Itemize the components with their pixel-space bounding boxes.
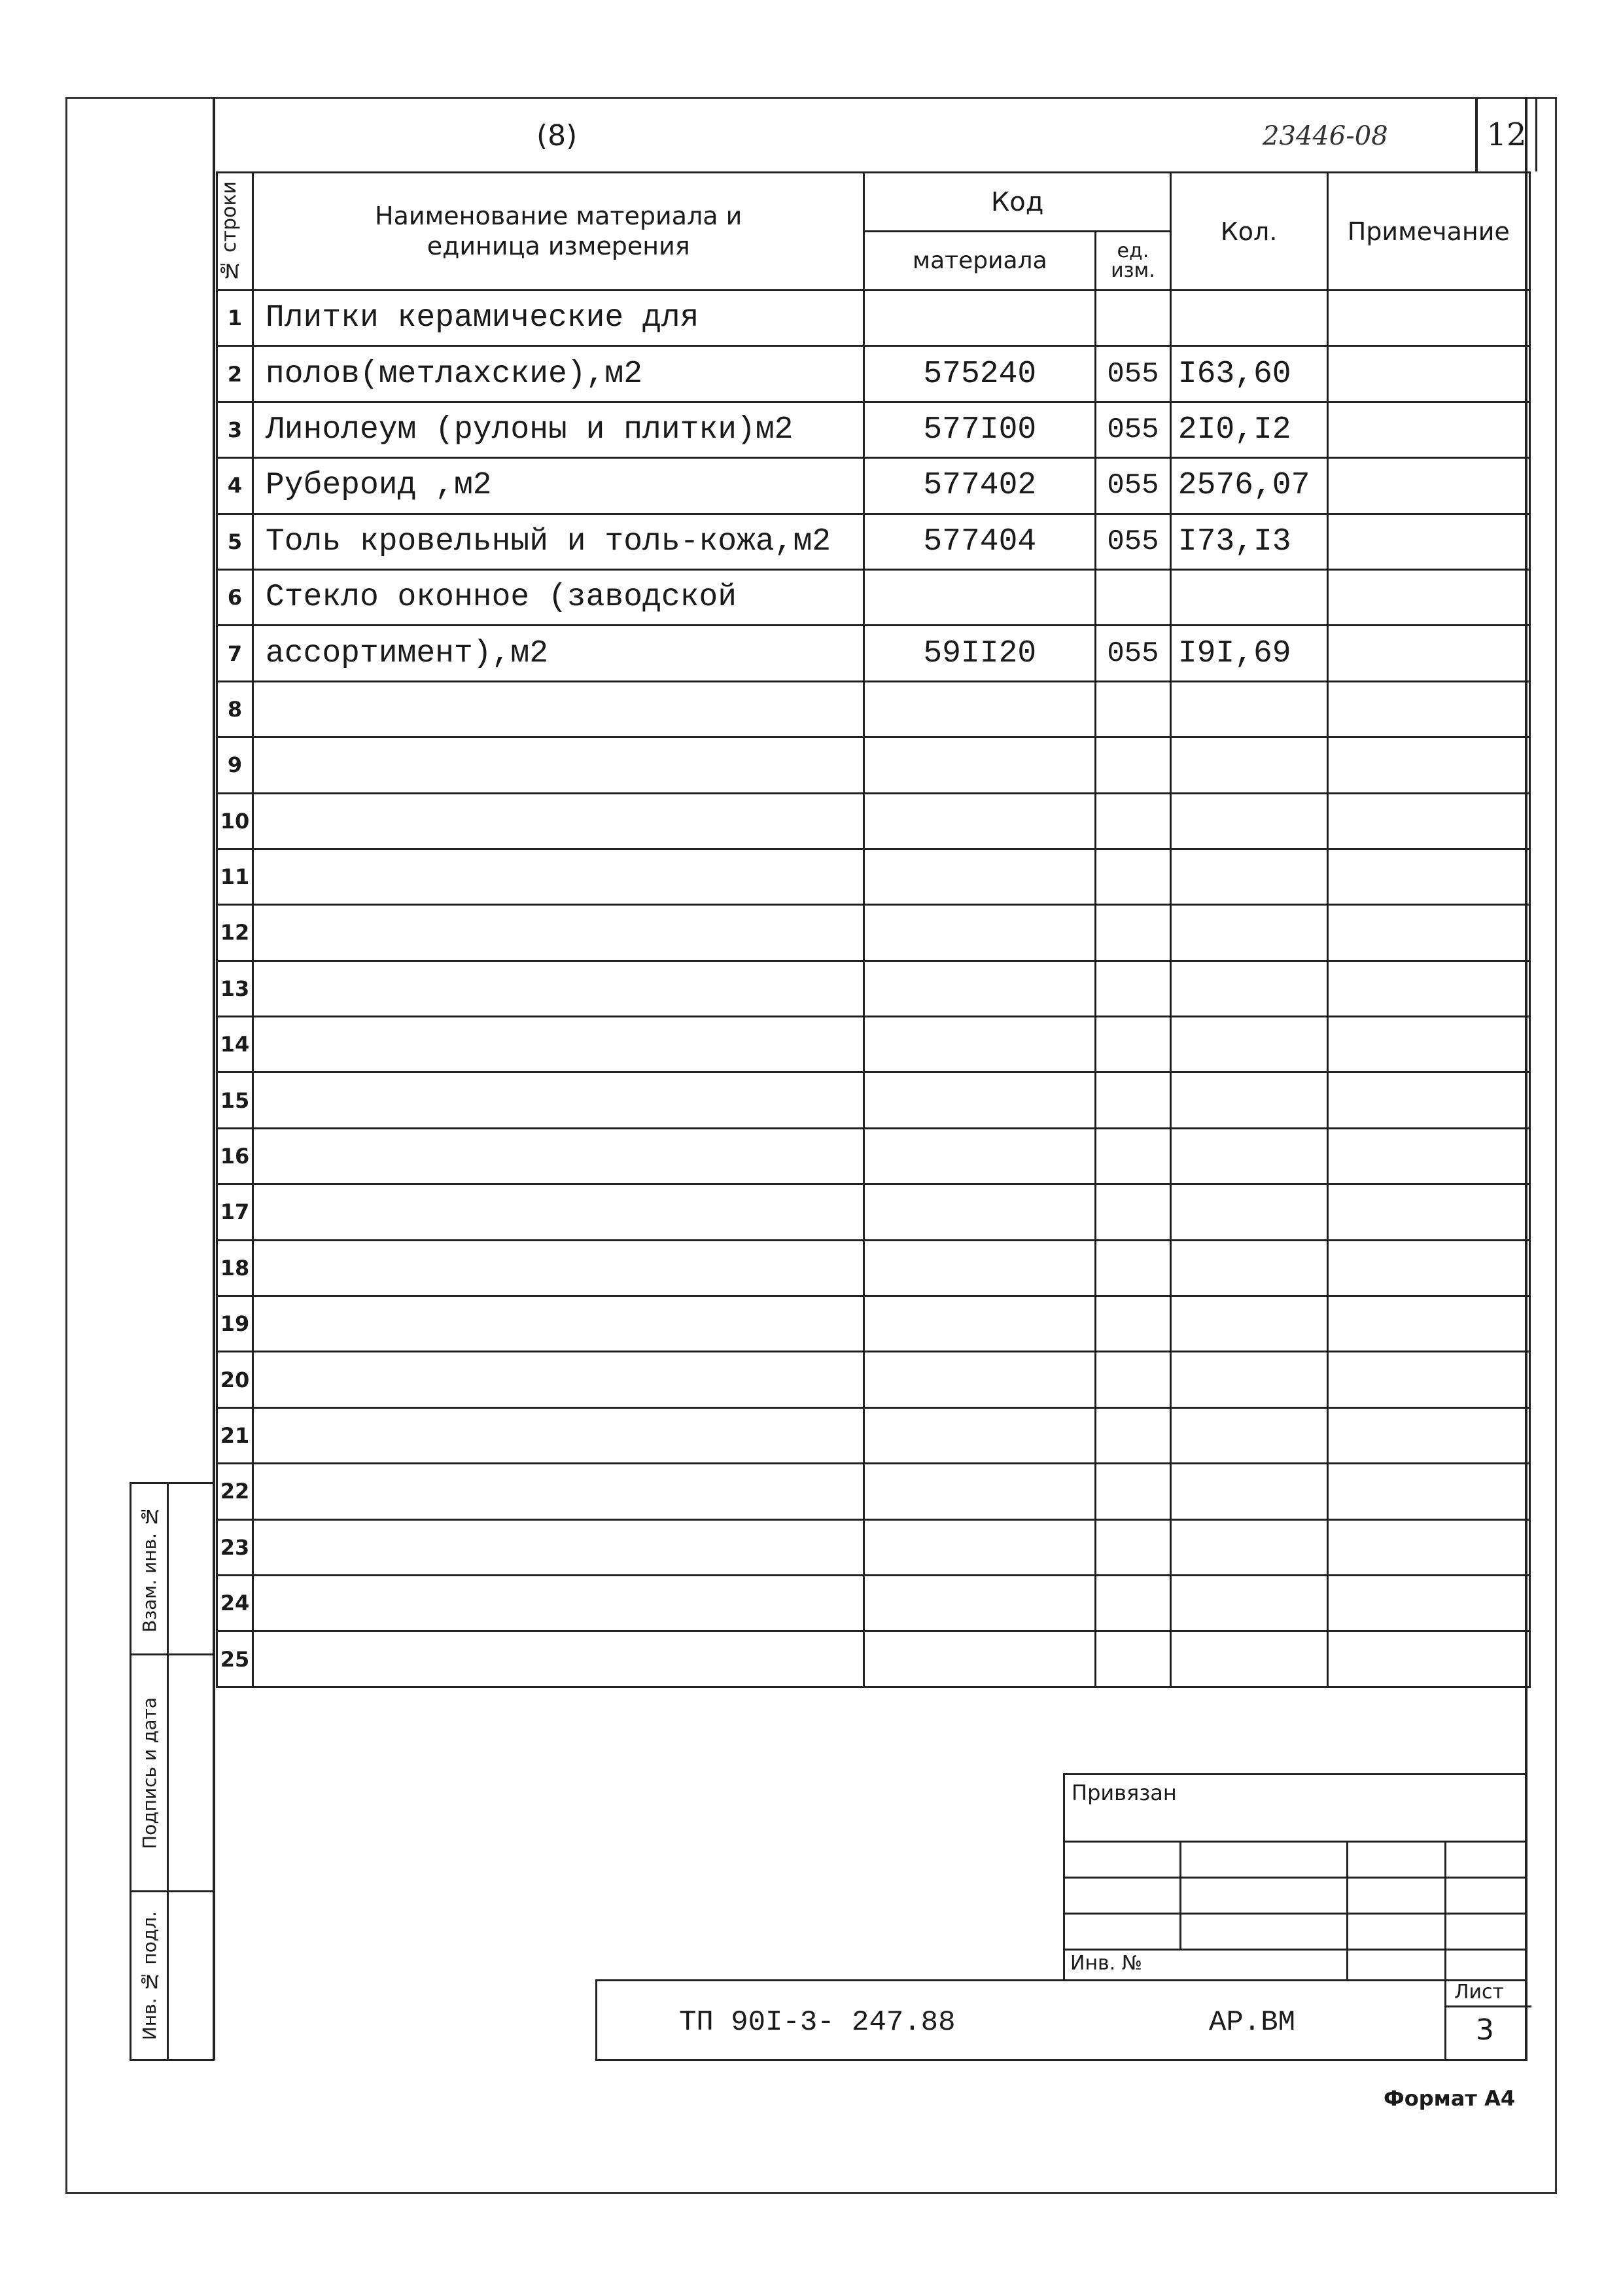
note — [1327, 905, 1529, 961]
table-row — [217, 291, 1530, 346]
material-name — [253, 681, 864, 737]
sheet-label: Лист — [1454, 1981, 1505, 2004]
unit-code — [1096, 569, 1171, 625]
page-number-box — [1475, 98, 1537, 171]
table-row — [217, 402, 1530, 457]
note — [1327, 1072, 1529, 1128]
note — [1327, 346, 1529, 402]
note — [1327, 681, 1529, 737]
table-row — [217, 346, 1530, 402]
note — [1327, 458, 1529, 514]
row-number: 4 — [217, 458, 253, 514]
material-code: 59II20 — [864, 626, 1096, 681]
note — [1327, 1407, 1529, 1463]
material-code — [864, 1128, 1096, 1184]
unit-code — [1096, 291, 1171, 346]
table-row — [217, 793, 1530, 849]
quantity — [1170, 1240, 1327, 1296]
note — [1327, 1296, 1529, 1352]
row-number: 16 — [217, 1128, 253, 1184]
material-code — [864, 905, 1096, 961]
unit-code — [1096, 905, 1171, 961]
sheet-box-divider — [1446, 2005, 1531, 2007]
quantity — [1170, 737, 1327, 793]
row-number: 24 — [217, 1575, 253, 1631]
note — [1327, 1352, 1529, 1407]
unit-code — [1096, 1352, 1171, 1407]
material-name — [253, 1464, 864, 1519]
section-code: АР.ВМ — [1209, 2006, 1296, 2039]
row-number: 15 — [217, 1072, 253, 1128]
quantity — [1170, 1352, 1327, 1407]
note — [1327, 1464, 1529, 1519]
note — [1327, 291, 1529, 346]
row-number: 11 — [217, 849, 253, 904]
material-name: Стекло оконное (заводской — [253, 569, 864, 625]
material-code — [864, 681, 1096, 737]
material-name — [253, 737, 864, 793]
material-name: ассортимент),м2 — [253, 626, 864, 681]
sheet-marker: (8) — [536, 119, 578, 152]
note — [1327, 1184, 1529, 1240]
row-number: 2 — [217, 346, 253, 402]
row-number: 5 — [217, 514, 253, 569]
note — [1327, 1240, 1529, 1296]
note — [1327, 961, 1529, 1016]
table-row — [217, 626, 1530, 681]
materials-table — [216, 171, 1531, 1688]
material-name — [253, 1184, 864, 1240]
material-name: Плитки керамические для — [253, 291, 864, 346]
quantity — [1170, 1464, 1327, 1519]
binding-line-3 — [1065, 1913, 1527, 1915]
quantity — [1170, 1184, 1327, 1240]
row-number: 6 — [217, 569, 253, 625]
stamp-podpis-data: Подпись и дата — [130, 1653, 169, 1892]
table-row — [217, 961, 1530, 1016]
quantity — [1170, 1072, 1327, 1128]
unit-code — [1096, 1407, 1171, 1463]
note — [1327, 402, 1529, 457]
material-name — [253, 1519, 864, 1575]
sheet-number: 3 — [1476, 2013, 1494, 2047]
quantity — [1170, 793, 1327, 849]
designation: ТП 90I-3- 247.88 — [679, 2006, 956, 2039]
binding-vline-2 — [1346, 1841, 1348, 1981]
note — [1327, 626, 1529, 681]
quantity — [1170, 849, 1327, 904]
material-name — [253, 1240, 864, 1296]
unit-code — [1096, 1575, 1171, 1631]
material-name — [253, 1575, 864, 1631]
quantity: 2I0,I2 — [1170, 402, 1327, 457]
table-row — [217, 569, 1530, 625]
material-name: Толь кровельный и толь-кожа,м2 — [253, 514, 864, 569]
unit-code — [1096, 1296, 1171, 1352]
material-code — [864, 1464, 1096, 1519]
note — [1327, 514, 1529, 569]
material-code — [864, 569, 1096, 625]
col-header-name: Наименование материала и единица измерения — [253, 173, 864, 291]
stamp-inv-podl-value — [167, 1890, 215, 2061]
table-row — [217, 1407, 1530, 1463]
quantity — [1170, 1407, 1327, 1463]
doc-number: 23446-08 — [1263, 121, 1388, 151]
material-name — [253, 961, 864, 1016]
row-number: 21 — [217, 1407, 253, 1463]
table-row — [217, 849, 1530, 904]
material-name — [253, 1352, 864, 1407]
material-name: Рубероид ,м2 — [253, 458, 864, 514]
note — [1327, 1519, 1529, 1575]
material-code — [864, 1407, 1096, 1463]
binding-label: Привязан — [1072, 1780, 1177, 1805]
material-code — [864, 1352, 1096, 1407]
row-number: 1 — [217, 291, 253, 346]
quantity — [1170, 1575, 1327, 1631]
binding-line-2 — [1065, 1877, 1527, 1879]
binding-vline-3 — [1444, 1841, 1446, 1981]
material-code: 577I00 — [864, 402, 1096, 457]
note — [1327, 1017, 1529, 1072]
note — [1327, 793, 1529, 849]
table-row — [217, 1575, 1530, 1631]
stamp-vzam-inv: Взам. инв. № — [130, 1482, 169, 1655]
row-number: 3 — [217, 402, 253, 457]
unit-code — [1096, 737, 1171, 793]
table-row — [217, 905, 1530, 961]
quantity — [1170, 291, 1327, 346]
material-code: 575240 — [864, 346, 1096, 402]
material-code — [864, 1184, 1096, 1240]
row-number: 23 — [217, 1519, 253, 1575]
unit-code — [1096, 1631, 1171, 1687]
unit-code — [1096, 1017, 1171, 1072]
material-code — [864, 1072, 1096, 1128]
table-row — [217, 1519, 1530, 1575]
table-row — [217, 1296, 1530, 1352]
unit-code — [1096, 681, 1171, 737]
material-name — [253, 1407, 864, 1463]
table-row — [217, 514, 1530, 569]
quantity — [1170, 961, 1327, 1016]
quantity: I9I,69 — [1170, 626, 1327, 681]
col-header-unit: ед. изм. — [1096, 232, 1171, 291]
quantity — [1170, 569, 1327, 625]
material-name — [253, 905, 864, 961]
note — [1327, 1575, 1529, 1631]
row-number: 13 — [217, 961, 253, 1016]
unit-code — [1096, 1519, 1171, 1575]
row-number: 8 — [217, 681, 253, 737]
row-number: 22 — [217, 1464, 253, 1519]
unit-code — [1096, 961, 1171, 1016]
table-row — [217, 1352, 1530, 1407]
quantity — [1170, 1631, 1327, 1687]
binding-vline-1 — [1179, 1841, 1181, 1949]
material-name — [253, 1072, 864, 1128]
col-header-row-number: № строки — [217, 173, 253, 291]
material-code — [864, 961, 1096, 1016]
note — [1327, 849, 1529, 904]
table-row — [217, 1184, 1530, 1240]
table-row — [217, 1631, 1530, 1687]
material-code — [864, 291, 1096, 346]
unit-code — [1096, 1240, 1171, 1296]
material-code — [864, 849, 1096, 904]
unit-code: 055 — [1096, 402, 1171, 457]
unit-code — [1096, 1072, 1171, 1128]
stamp-podpis-data-value — [167, 1653, 215, 1892]
quantity — [1170, 905, 1327, 961]
table-row — [217, 1240, 1530, 1296]
unit-code: 055 — [1096, 458, 1171, 514]
quantity — [1170, 1017, 1327, 1072]
quantity — [1170, 1519, 1327, 1575]
material-code: 577402 — [864, 458, 1096, 514]
note — [1327, 1128, 1529, 1184]
material-name: Линолеум (рулоны и плитки)м2 — [253, 402, 864, 457]
binding-block — [1063, 1773, 1527, 1981]
title-block — [595, 1979, 1527, 2061]
col-header-note: Примечание — [1327, 173, 1529, 291]
table-row — [217, 1072, 1530, 1128]
note — [1327, 569, 1529, 625]
material-code — [864, 793, 1096, 849]
table-row — [217, 1128, 1530, 1184]
binding-line-1 — [1065, 1841, 1527, 1843]
unit-code: 055 — [1096, 514, 1171, 569]
row-number: 20 — [217, 1352, 253, 1407]
unit-code: 055 — [1096, 346, 1171, 402]
inv-no-label: Инв. № — [1070, 1952, 1143, 1975]
quantity — [1170, 1128, 1327, 1184]
unit-code — [1096, 1184, 1171, 1240]
material-name — [253, 1631, 864, 1687]
material-code — [864, 1296, 1096, 1352]
material-code — [864, 1575, 1096, 1631]
page-number: 12 — [1486, 116, 1527, 153]
row-number: 17 — [217, 1184, 253, 1240]
quantity — [1170, 1296, 1327, 1352]
material-code — [864, 1017, 1096, 1072]
material-name — [253, 1296, 864, 1352]
row-number: 18 — [217, 1240, 253, 1296]
unit-code — [1096, 1464, 1171, 1519]
row-number: 9 — [217, 737, 253, 793]
table-row — [217, 1464, 1530, 1519]
quantity — [1170, 681, 1327, 737]
format-label: Формат А4 — [1384, 2086, 1516, 2111]
material-code — [864, 1519, 1096, 1575]
quantity: I63,60 — [1170, 346, 1327, 402]
note — [1327, 1631, 1529, 1687]
material-name — [253, 1128, 864, 1184]
table-row — [217, 1017, 1530, 1072]
sheet-box — [1444, 1979, 1529, 2061]
row-number: 10 — [217, 793, 253, 849]
row-number: 14 — [217, 1017, 253, 1072]
material-code — [864, 1240, 1096, 1296]
table-row — [217, 681, 1530, 737]
material-name: полов(метлахские),м2 — [253, 346, 864, 402]
material-name — [253, 793, 864, 849]
col-header-qty: Кол. — [1170, 173, 1327, 291]
material-code: 577404 — [864, 514, 1096, 569]
row-number: 12 — [217, 905, 253, 961]
unit-code — [1096, 793, 1171, 849]
col-header-material: материала — [864, 232, 1096, 291]
unit-code: 055 — [1096, 626, 1171, 681]
note — [1327, 737, 1529, 793]
stamp-vzam-inv-value — [167, 1482, 215, 1655]
row-number: 7 — [217, 626, 253, 681]
material-code — [864, 737, 1096, 793]
quantity: 2576,07 — [1170, 458, 1327, 514]
table-row — [217, 737, 1530, 793]
col-header-code: Код — [864, 173, 1170, 232]
material-code — [864, 1631, 1096, 1687]
row-number: 19 — [217, 1296, 253, 1352]
stamp-inv-podl: Инв. № подл. — [130, 1890, 169, 2061]
table-row — [217, 458, 1530, 514]
binding-line-4 — [1065, 1949, 1527, 1951]
row-number: 25 — [217, 1631, 253, 1687]
unit-code — [1096, 1128, 1171, 1184]
material-name — [253, 849, 864, 904]
side-stamp — [130, 1482, 215, 2061]
unit-code — [1096, 849, 1171, 904]
quantity: I73,I3 — [1170, 514, 1327, 569]
material-name — [253, 1017, 864, 1072]
